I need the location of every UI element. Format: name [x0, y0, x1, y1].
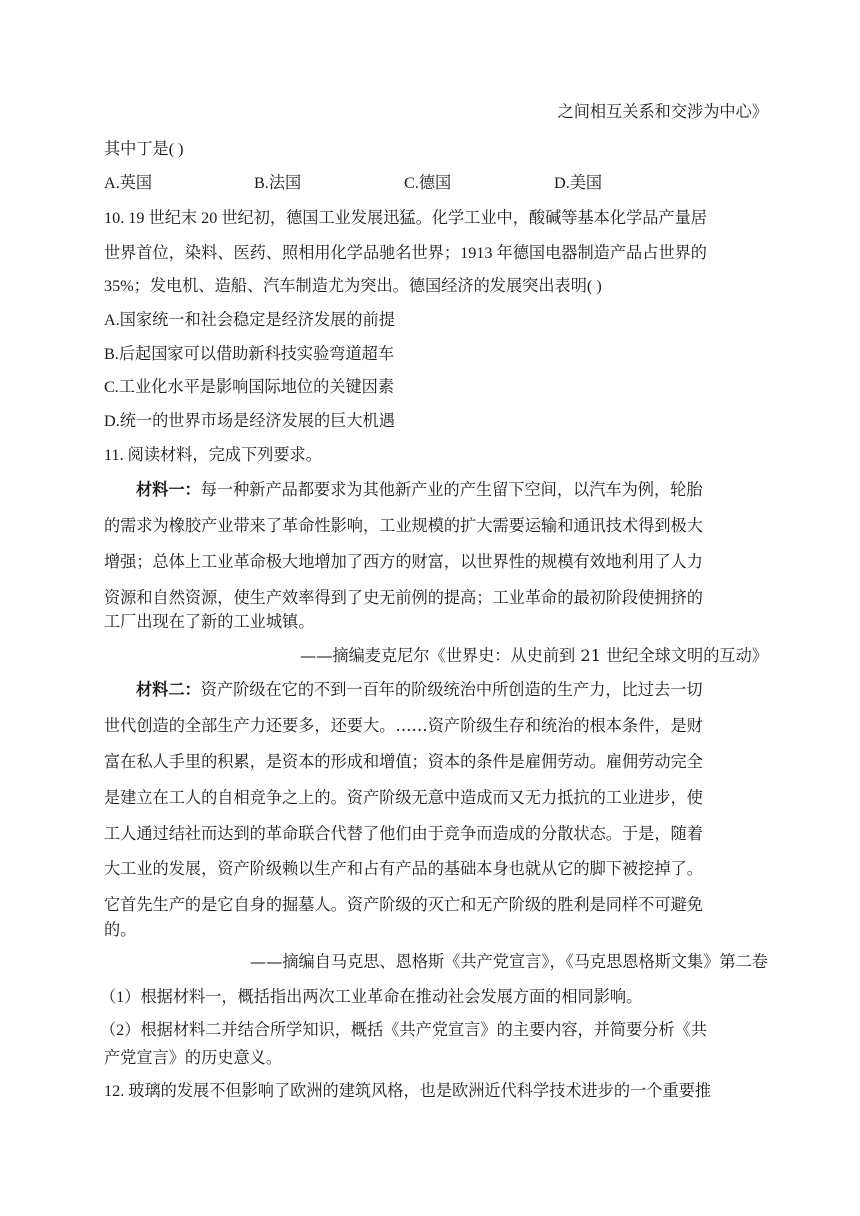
material1-line-2: 的需求为橡胶产业带来了革命性影响，工业规模的扩大需要运输和通讯技术得到极大 — [104, 516, 703, 535]
material1-line-3: 增强；总体上工业革命极大地增加了西方的财富，以世界性的规模有效地利用了人力 — [104, 552, 703, 571]
material2-line-3: 富在私人手里的积累，是资本的形成和增值；资本的条件是雇佣劳动。雇佣劳动完全 — [104, 752, 703, 771]
citation-tail: 之间相互关系和交涉为中心》 — [557, 102, 768, 121]
q9-option-b: B.法国 — [254, 174, 302, 192]
q10-option-d: D.统一的世界市场是经济发展的巨大机遇 — [104, 412, 395, 430]
material1-line-4: 资源和自然资源，使生产效率得到了史无前例的提高；工业革命的最初阶段使拥挤的 — [104, 588, 703, 607]
q9-option-d: D.美国 — [554, 174, 603, 192]
q9-option-a: A.英国 — [104, 174, 153, 192]
material2-line-2: 世代创造的全部生产力还要多，还要大。……资产阶级生存和统治的根本条件，是财 — [104, 716, 703, 735]
material2-line-1 — [104, 678, 768, 702]
q10-option-a: A.国家统一和社会稳定是经济发展的前提 — [104, 311, 395, 329]
material2-text-1: 资产阶级在它的不到一百年的阶级统治中所创造的生产力，比过去一切 — [200, 680, 703, 699]
material2-label: 材料二： — [136, 680, 201, 699]
material1-label: 材料一： — [136, 480, 201, 499]
material1-source: ——摘编麦克尼尔《世界史：从史前到 21 世纪全球文明的互动》 — [300, 646, 768, 665]
q11-stem: 11. 阅读材料，完成下列要求。 — [104, 446, 322, 464]
q11-question-1: （1）根据材料一，概括指出两次工业革命在推动社会发展方面的相同影响。 — [100, 988, 643, 1006]
material2-line-8: 的。 — [104, 920, 137, 939]
material2-line-6: 大工业的发展，资产阶级赖以生产和占有产品的基础本身也就从它的脚下被挖掉了。 — [104, 859, 703, 878]
q11-question-2-line-1: （2）根据材料二并结合所学知识，概括《共产党宣言》的主要内容，并简要分析《共 — [100, 1021, 708, 1039]
q10-option-b: B.后起国家可以借助新科技实验弯道超车 — [104, 345, 395, 363]
q10-stem-line-1: 10. 19 世纪末 20 世纪初，德国工业发展迅猛。化学工业中，酸碱等基本化学品产量居 — [104, 209, 707, 227]
q12-stem-line-1: 12. 玻璃的发展不但影响了欧洲的建筑风格，也是欧洲近代科学技术进步的一个重要推 — [104, 1082, 712, 1100]
q11-question-2-line-2: 产党宣言》的历史意义。 — [104, 1049, 283, 1067]
q10-option-c: C.工业化水平是影响国际地位的关键因素 — [104, 378, 395, 396]
material2-line-7: 它首先生产的是它自身的掘墓人。资产阶级的灭亡和无产阶级的胜利是同样不可避免 — [104, 895, 703, 914]
material1-line-5: 工厂出现在了新的工业城镇。 — [104, 612, 315, 631]
q9-option-c: C.德国 — [404, 174, 452, 192]
material1-text-1: 每一种新产品都要求为其他新产业的产生留下空间，以汽车为例，轮胎 — [200, 480, 703, 499]
q10-stem-line-3: 35%；发电机、造船、汽车制造尤为突出。德国经济的发展突出表明( ) — [104, 277, 602, 295]
q9-stem-tail: 其中丁是( ) — [104, 140, 184, 158]
q10-stem-line-2: 世界首位，染料、医药、照相用化学品驰名世界；1913 年德国电器制造产品占世界的 — [104, 244, 707, 262]
material2-source: ——摘编自马克思、恩格斯《共产党宣言》，《马克思恩格斯文集》第二卷 — [250, 952, 768, 971]
material1-line-1 — [104, 478, 768, 502]
material2-line-4: 是建立在工人的自相竞争之上的。资产阶级无意中造成而又无力抵抗的工业进步，使 — [104, 788, 703, 807]
material2-line-5: 工人通过结社而达到的革命联合代替了他们由于竞争而造成的分散状态。于是，随着 — [104, 824, 703, 843]
